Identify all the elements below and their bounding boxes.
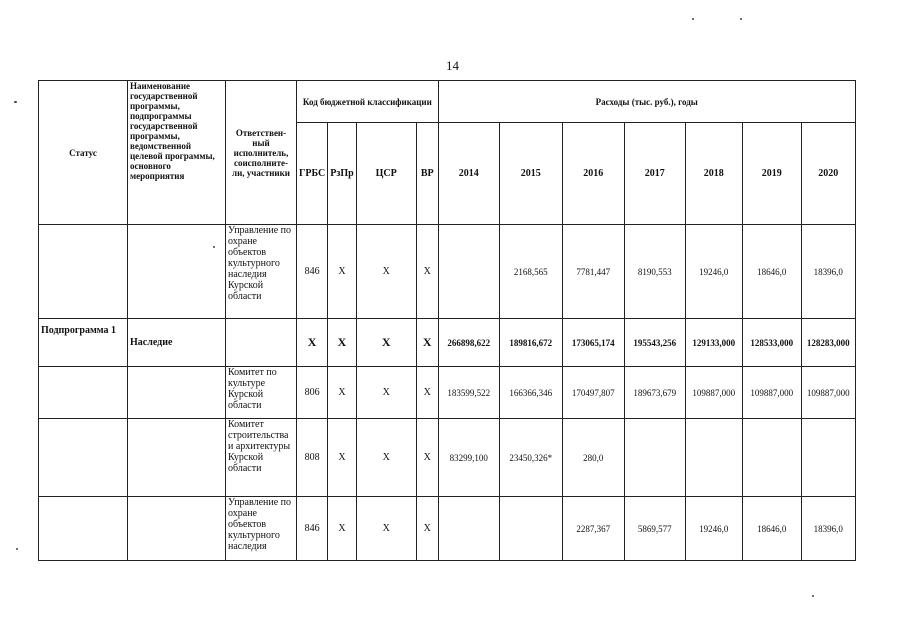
status-cell: Подпрограмма 1 bbox=[39, 319, 128, 367]
grbs-cell: X bbox=[297, 319, 328, 367]
value-cell: 23450,326* bbox=[499, 419, 562, 497]
program-cell bbox=[128, 497, 226, 561]
value-cell bbox=[801, 419, 855, 497]
budget-table bbox=[38, 80, 856, 561]
status-cell bbox=[39, 225, 128, 319]
csr-cell: X bbox=[356, 419, 416, 497]
vr-cell: X bbox=[416, 497, 438, 561]
vr-cell: X bbox=[416, 367, 438, 419]
value-cell: 18646,0 bbox=[742, 497, 801, 561]
value-cell: 2168,565 bbox=[499, 225, 562, 319]
value-cell: 183599,522 bbox=[438, 367, 499, 419]
value-cell: 109887,000 bbox=[685, 367, 742, 419]
csr-cell: X bbox=[356, 225, 416, 319]
value-cell: 166366,346 bbox=[499, 367, 562, 419]
scan-speck bbox=[213, 246, 215, 248]
table-row bbox=[39, 319, 856, 367]
header-status: Статус bbox=[39, 81, 128, 225]
status-cell bbox=[39, 419, 128, 497]
scan-speck bbox=[740, 18, 742, 20]
value-cell: 173065,174 bbox=[562, 319, 624, 367]
header-budget-code: Код бюджетной классификации bbox=[297, 81, 439, 123]
scan-speck bbox=[812, 595, 814, 597]
value-cell: 8190,553 bbox=[624, 225, 685, 319]
value-cell: 189673,679 bbox=[624, 367, 685, 419]
header-year: 2020 bbox=[801, 123, 855, 225]
csr-cell: X bbox=[356, 319, 416, 367]
value-cell bbox=[499, 497, 562, 561]
executor-cell bbox=[226, 319, 297, 367]
grbs-cell: 846 bbox=[297, 225, 328, 319]
value-cell: 266898,622 bbox=[438, 319, 499, 367]
value-cell: 18646,0 bbox=[742, 225, 801, 319]
rzpr-cell: X bbox=[328, 225, 356, 319]
table-row bbox=[39, 367, 856, 419]
header-grbs: ГРБС bbox=[297, 123, 328, 225]
grbs-cell: 846 bbox=[297, 497, 328, 561]
value-cell: 195543,256 bbox=[624, 319, 685, 367]
value-cell: 129133,000 bbox=[685, 319, 742, 367]
executor-cell: Управление по охране объектов культурного наследия Курской области bbox=[226, 225, 297, 319]
value-cell bbox=[438, 225, 499, 319]
program-cell bbox=[128, 225, 226, 319]
header-year: 2014 bbox=[438, 123, 499, 225]
value-cell bbox=[685, 419, 742, 497]
value-cell: 19246,0 bbox=[685, 497, 742, 561]
rzpr-cell: X bbox=[328, 497, 356, 561]
page-number: 14 bbox=[446, 58, 459, 73]
value-cell: 280,0 bbox=[562, 419, 624, 497]
table-row bbox=[39, 419, 856, 497]
vr-cell: X bbox=[416, 419, 438, 497]
header-csr: ЦСР bbox=[356, 123, 416, 225]
grbs-cell: 806 bbox=[297, 367, 328, 419]
value-cell: 18396,0 bbox=[801, 225, 855, 319]
grbs-cell: 808 bbox=[297, 419, 328, 497]
header-year: 2016 bbox=[562, 123, 624, 225]
header-year: 2018 bbox=[685, 123, 742, 225]
rzpr-cell: X bbox=[328, 367, 356, 419]
header-year: 2019 bbox=[742, 123, 801, 225]
executor-cell: Комитет по культуре Курской области bbox=[226, 367, 297, 419]
status-cell bbox=[39, 497, 128, 561]
value-cell: 109887,000 bbox=[742, 367, 801, 419]
header-row-1 bbox=[39, 81, 856, 123]
header-executor: Ответствен-ный исполнитель, соисполните-ли, участники bbox=[226, 81, 297, 225]
scan-speck bbox=[14, 101, 17, 103]
value-cell: 170497,807 bbox=[562, 367, 624, 419]
program-cell bbox=[128, 419, 226, 497]
csr-cell: X bbox=[356, 367, 416, 419]
program-cell bbox=[128, 367, 226, 419]
value-cell: 83299,100 bbox=[438, 419, 499, 497]
rzpr-cell: X bbox=[328, 419, 356, 497]
value-cell: 19246,0 bbox=[685, 225, 742, 319]
rzpr-cell: X bbox=[328, 319, 356, 367]
value-cell: 128283,000 bbox=[801, 319, 855, 367]
value-cell: 7781,447 bbox=[562, 225, 624, 319]
program-cell: Наследие bbox=[128, 319, 226, 367]
value-cell: 109887,000 bbox=[801, 367, 855, 419]
value-cell: 5869,577 bbox=[624, 497, 685, 561]
csr-cell: X bbox=[356, 497, 416, 561]
header-vr: ВР bbox=[416, 123, 438, 225]
executor-cell: Комитет строительства и архитектуры Курской области bbox=[226, 419, 297, 497]
value-cell bbox=[742, 419, 801, 497]
table-row bbox=[39, 497, 856, 561]
header-year: 2015 bbox=[499, 123, 562, 225]
vr-cell: X bbox=[416, 319, 438, 367]
value-cell: 2287,367 bbox=[562, 497, 624, 561]
value-cell: 18396,0 bbox=[801, 497, 855, 561]
table-row bbox=[39, 225, 856, 319]
value-cell bbox=[438, 497, 499, 561]
scan-speck bbox=[692, 18, 694, 20]
header-year: 2017 bbox=[624, 123, 685, 225]
value-cell: 128533,000 bbox=[742, 319, 801, 367]
header-rzpr: РзПр bbox=[328, 123, 356, 225]
scan-speck bbox=[16, 548, 18, 550]
status-cell bbox=[39, 367, 128, 419]
header-program-name: Наименование государственной программы, подпрограммы государственной программы, ведомственной целевой программы, основного мероприятия bbox=[128, 81, 226, 225]
executor-cell: Управление по охране объектов культурного наследия bbox=[226, 497, 297, 561]
value-cell bbox=[624, 419, 685, 497]
vr-cell: X bbox=[416, 225, 438, 319]
header-expenses: Расходы (тыс. руб.), годы bbox=[438, 81, 855, 123]
value-cell: 189816,672 bbox=[499, 319, 562, 367]
